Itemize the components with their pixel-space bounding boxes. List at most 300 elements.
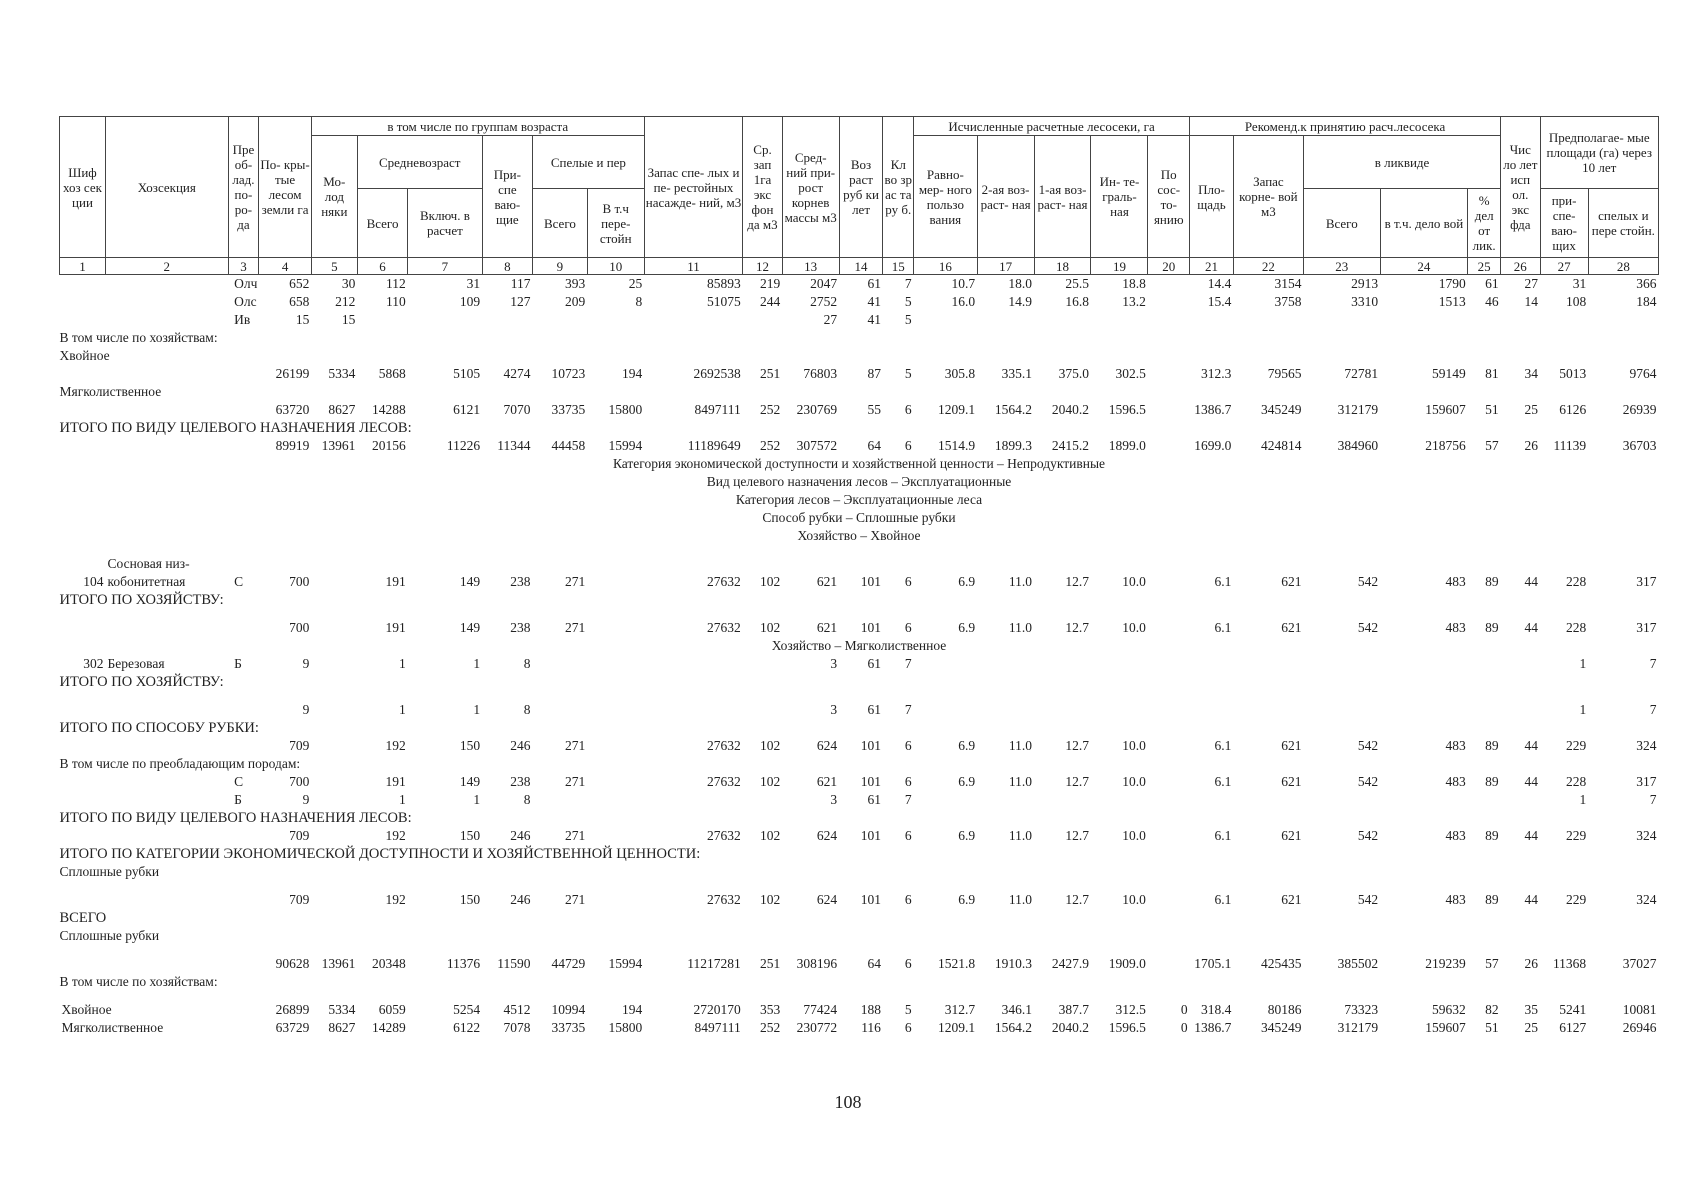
table-cell: 387.7 [1058,1002,1089,1017]
table-cell: 7 [904,702,912,717]
table-cell: 6.9 [958,574,976,589]
table-cell [1501,311,1540,329]
table-cell: 149 [459,774,481,789]
header-cell: Ср. зап 1га экс фон да м3 [743,117,782,258]
table-row [60,827,1659,845]
table-cell [914,555,978,573]
table-cell: 7078 [503,1020,531,1035]
table-cell: 11368 [1552,956,1587,971]
table-cell: 25.5 [1065,276,1089,291]
table-cell: 229 [1565,892,1587,907]
table-cell: 11.0 [1008,620,1033,635]
table-cell: 194 [621,366,643,381]
table-cell: 11.0 [1008,738,1033,753]
header-cell: Средневозраст [357,136,482,189]
table-cell [60,827,106,845]
table-cell: 8 [523,702,531,717]
header-cell: в том числе по группам возраста [311,117,644,136]
table-cell: 64 [867,438,881,453]
label-row [60,927,1659,945]
spacer-row [60,945,1659,955]
table-cell [60,275,106,294]
table-cell: 6 [904,620,912,635]
table-cell [1380,555,1468,573]
table-cell: 312179 [1337,402,1379,417]
table-cell: 55 [867,402,881,417]
table-cell [105,365,228,383]
table-cell [228,365,259,383]
table-cell [60,737,106,755]
header-cell: Всего [1303,189,1380,258]
table-cell: 102 [759,738,781,753]
table-cell: 483 [1445,620,1466,635]
table-cell [228,1019,259,1037]
table-cell: 6 [904,438,912,453]
table-cell: 15800 [608,402,643,417]
column-number: 5 [311,258,357,275]
table-cell [1540,555,1588,573]
table-cell: 5241 [1559,1002,1587,1017]
table-cell: 127 [510,294,531,309]
table-cell: 10.0 [1122,774,1146,789]
table-cell: 8627 [328,402,356,417]
table-cell: 57 [1485,438,1499,453]
table-cell: кобонитетная [107,574,186,589]
table-cell: 25 [1524,1020,1539,1035]
row-label: В том числе по хозяйствам: [59,330,218,345]
table-cell: 11.0 [1008,828,1033,843]
row-label: ИТОГО ПО ХОЗЯЙСТВУ: [59,592,224,608]
table-cell: 14.9 [1008,294,1033,309]
table-cell: 624 [816,892,838,907]
table-cell: 112 [385,276,406,291]
table-cell: 1514.9 [937,438,976,453]
table-cell [1148,701,1190,719]
table-cell: 425435 [1260,956,1302,971]
table-row [60,791,1659,809]
table-cell: 15 [295,312,310,327]
table-cell: 14288 [371,402,406,417]
table-cell [60,619,106,637]
table-cell [311,619,357,637]
spacer-row [60,545,1659,555]
table-cell: 77424 [803,1002,838,1017]
column-number: 15 [883,258,914,275]
table-cell: 6.1 [1214,620,1232,635]
table-cell: Ив [234,312,251,327]
table-cell: 709 [289,828,310,843]
table-cell: 6.1 [1214,738,1232,753]
table-cell: 87 [867,366,881,381]
column-number: 4 [259,258,312,275]
table-cell [1148,293,1190,311]
table-cell: 393 [565,276,586,291]
table-cell: 246 [510,828,531,843]
table-cell: 228 [1565,574,1587,589]
table-cell: 252 [759,402,781,417]
table-cell: С [234,774,244,789]
table-cell: 228 [1565,774,1587,789]
table-cell: 621 [1281,892,1302,907]
spacer-cell [60,691,1659,701]
table-cell: 9764 [1629,366,1657,381]
table-cell: 483 [1445,828,1466,843]
table-cell [357,311,407,329]
table-cell [587,573,644,591]
table-cell: С [234,574,244,589]
table-cell: 194 [621,1002,643,1017]
table-cell [743,701,782,719]
table-cell: 345249 [1260,402,1302,417]
page-number: 108 [834,1092,862,1112]
column-number: 16 [914,258,978,275]
table-cell: 188 [860,1002,881,1017]
table-cell: 6.1 [1214,774,1232,789]
row-label: Сплошные рубки [59,864,160,879]
table-cell [105,827,228,845]
table-cell: 3154 [1274,276,1302,291]
table-cell: 15.4 [1207,294,1232,309]
table-cell: 2427.9 [1051,956,1089,971]
table-row [60,891,1659,909]
table-cell [1233,555,1303,573]
table-cell [1233,701,1303,719]
table-cell [1148,619,1190,637]
table-cell: 41 [867,294,881,309]
table-cell: 79565 [1267,366,1302,381]
table-cell [587,773,644,791]
table-cell: 44 [1524,738,1539,753]
table-cell [60,555,106,573]
table-cell [587,555,644,573]
table-cell: 27632 [707,738,741,753]
header-cell: Чис ло лет исп ол. экс фда [1501,117,1540,258]
section-heading: Вид целевого назначения лесов – Эксплуатационные [706,474,1012,489]
table-cell: 89 [1485,774,1499,789]
forest-fund-table [59,116,1659,1037]
table-cell: 709 [289,738,310,753]
table-cell: 57 [1485,956,1499,971]
table-cell [357,555,407,573]
table-cell: Б [234,792,242,807]
table-cell: 90628 [275,956,310,971]
table-cell: 11189649 [687,438,741,453]
table-cell: 271 [565,738,586,753]
table-cell: 324 [1636,738,1657,753]
table-cell [1148,791,1190,809]
label-row [60,329,1659,347]
section-heading-row [60,473,1659,491]
table-row [60,773,1659,791]
table-cell [782,555,839,573]
table-cell: 244 [759,294,781,309]
table-cell: 271 [565,620,586,635]
table-body [60,275,1659,1038]
table-cell: 11590 [497,956,531,971]
table-cell: 85893 [707,276,741,291]
table-cell [1091,791,1148,809]
table-cell: 101 [860,620,881,635]
table-cell [105,401,228,419]
table-cell: 191 [385,620,406,635]
table-cell: 110 [385,294,406,309]
table-cell [105,791,228,809]
table-cell: 312.5 [1115,1002,1146,1017]
table-cell: 12.7 [1065,738,1089,753]
table-cell [1303,311,1380,329]
table-cell [1148,955,1190,973]
header-cell: По- кры- тые лесом земли га [259,117,312,258]
table-cell: 621 [816,574,838,589]
table-cell: 483 [1445,892,1466,907]
table-cell: 4274 [503,366,531,381]
table-cell [587,311,644,329]
table-cell: 1699.0 [1194,438,1232,453]
spacer-row [60,691,1659,701]
table-cell [1468,655,1501,673]
table-cell [1303,791,1380,809]
section-heading-row [60,637,1659,655]
table-cell [105,293,228,311]
section-heading-row [60,509,1659,527]
header-cell: Запас спе- лых и пе- рестойных насажде- ний, м3 [644,117,743,258]
table-cell [1380,791,1468,809]
table-cell [311,891,357,909]
table-cell: 26199 [275,366,310,381]
table-cell: 13961 [321,956,356,971]
table-cell [977,655,1034,673]
header-cell: Шиф хоз сек ции [60,117,106,258]
header-cell: Рекоменд.к принятию расч.лесосека [1190,117,1501,136]
table-cell: 11376 [446,956,481,971]
table-cell [977,701,1034,719]
table-cell [311,773,357,791]
table-cell: 89 [1485,828,1499,843]
table-row [60,619,1659,637]
header-cell: Предполагае- мые площади (га) через 10 лет [1540,117,1658,189]
header-cell: В т.ч пере- стойн [587,189,644,258]
table-cell: 192 [385,828,406,843]
table-cell: 324 [1636,828,1657,843]
table-cell: 26939 [1622,402,1657,417]
header-cell: 2-ая воз- раст- ная [977,136,1034,258]
row-label: Хвойное [59,348,110,363]
table-cell [60,401,106,419]
table-cell [644,655,743,673]
table-cell [1588,555,1658,573]
column-number: 17 [977,258,1034,275]
table-cell: 44458 [551,438,586,453]
table-cell: 375.0 [1058,366,1089,381]
table-cell: 61 [867,276,881,291]
table-cell: 10.0 [1122,738,1146,753]
table-cell [311,555,357,573]
table-cell: Хвойное [61,1002,112,1017]
table-cell: 317 [1636,620,1657,635]
label-row [60,909,1659,927]
table-cell: 159607 [1425,402,1466,417]
table-cell: 6127 [1559,1020,1587,1035]
table-cell: 3310 [1351,294,1379,309]
table-cell: 101 [860,774,881,789]
table-cell: 5 [904,366,912,381]
header-cell: По сос- то- янию [1148,136,1190,258]
table-cell [105,891,228,909]
table-cell: 89 [1485,574,1499,589]
table-cell [1190,655,1234,673]
column-number: 11 [644,258,743,275]
header-cell: в ликвиде [1303,136,1500,189]
table-cell: 6 [904,774,912,789]
table-cell: 104 [83,574,104,589]
column-number: 7 [408,258,482,275]
table-cell: 0 [1180,1020,1188,1035]
table-cell: 302.5 [1115,366,1146,381]
table-cell: 116 [861,1020,881,1035]
table-cell [587,827,644,845]
table-cell [60,773,106,791]
label-row [60,591,1659,609]
table-cell: 6.1 [1214,574,1232,589]
section-heading: Хозяйство – Мягколиственное [771,638,947,653]
table-cell: 621 [1281,620,1302,635]
table-cell: 7 [904,792,912,807]
table-cell [1468,791,1501,809]
row-label: ВСЕГО [59,910,107,926]
table-cell: 14.4 [1207,276,1232,291]
table-cell [482,555,532,573]
table-cell [1501,701,1540,719]
table-cell [228,827,259,845]
spacer-cell [60,545,1659,555]
table-cell [228,555,259,573]
table-cell: 1596.5 [1108,402,1146,417]
table-cell: 27632 [707,620,741,635]
table-cell [228,955,259,973]
table-cell [105,619,228,637]
table-cell: 64 [867,956,881,971]
table-cell: 13.2 [1122,294,1146,309]
table-cell: 12.7 [1065,774,1089,789]
table-cell: 18.8 [1122,276,1146,291]
table-cell: 219239 [1425,956,1466,971]
table-cell [60,955,106,973]
table-cell [1233,311,1303,329]
column-number: 21 [1190,258,1234,275]
table-cell: 218756 [1425,438,1466,453]
header-cell: При- спе ваю- щие [482,136,532,258]
table-row [60,1019,1659,1037]
table-cell: 44 [1524,774,1539,789]
table-cell [228,701,259,719]
table-cell: 192 [385,892,406,907]
table-cell: 51075 [707,294,741,309]
table-cell [1303,655,1380,673]
table-cell [1148,573,1190,591]
table-cell: 366 [1636,276,1657,291]
table-cell: 30 [341,276,356,291]
table-row [60,701,1659,719]
table-cell: 41 [867,312,881,327]
column-number: 6 [357,258,407,275]
table-cell [105,737,228,755]
table-cell: 5334 [328,1002,356,1017]
table-cell: 238 [510,620,531,635]
table-cell: 10994 [551,1002,586,1017]
table-cell [587,791,644,809]
table-cell [1303,701,1380,719]
table-cell [311,827,357,845]
table-cell: 150 [459,738,481,753]
table-cell [587,619,644,637]
table-cell: 5013 [1559,366,1587,381]
table-cell: 8497111 [694,402,741,417]
label-row [60,809,1659,827]
table-cell: 89919 [275,438,310,453]
table-cell: 44 [1524,892,1539,907]
table-cell: 25 [1524,402,1539,417]
table-cell [1148,275,1190,294]
table-cell: 6121 [453,402,481,417]
table-cell: 14289 [371,1020,406,1035]
table-cell: 624 [816,738,838,753]
table-cell [1148,401,1190,419]
table-cell [1380,655,1468,673]
table-cell: 1209.1 [937,402,976,417]
column-number: 12 [743,258,782,275]
table-cell [1148,891,1190,909]
header-cell: спелых и пере стойн. [1588,189,1658,258]
table-cell: 149 [459,620,481,635]
table-cell [914,701,978,719]
table-cell: 3 [830,792,838,807]
table-row [60,275,1659,294]
table-cell: 271 [565,774,586,789]
table-cell: 542 [1357,574,1379,589]
table-cell: 312.7 [944,1002,976,1017]
table-cell: 10.7 [951,276,976,291]
column-number: 8 [482,258,532,275]
table-cell: Мягколиственное [61,1020,164,1035]
table-cell: 101 [860,828,881,843]
table-cell: 658 [289,294,310,309]
table-cell: 2752 [810,294,838,309]
table-cell: 44 [1524,828,1539,843]
table-cell: 6126 [1559,402,1587,417]
label-row [60,719,1659,737]
table-cell: 10081 [1622,1002,1657,1017]
row-label: Мягколиственное [59,384,162,399]
table-row [60,437,1659,455]
table-cell: 346.1 [1001,1002,1033,1017]
table-cell [587,655,644,673]
table-cell: 1386.7 [1194,402,1232,417]
table-cell [1148,365,1190,383]
table-cell: 27632 [707,574,741,589]
table-cell [408,555,482,573]
table-cell [311,737,357,755]
label-row [60,419,1659,437]
header-cell: Хозсекция [105,117,228,258]
table-cell: 11139 [1553,438,1587,453]
table-cell [1034,791,1091,809]
table-cell: 101 [860,574,881,589]
table-cell: 238 [510,574,531,589]
table-cell [105,275,228,294]
label-row [60,845,1659,863]
table-cell: 5254 [453,1002,481,1017]
table-cell [977,791,1034,809]
